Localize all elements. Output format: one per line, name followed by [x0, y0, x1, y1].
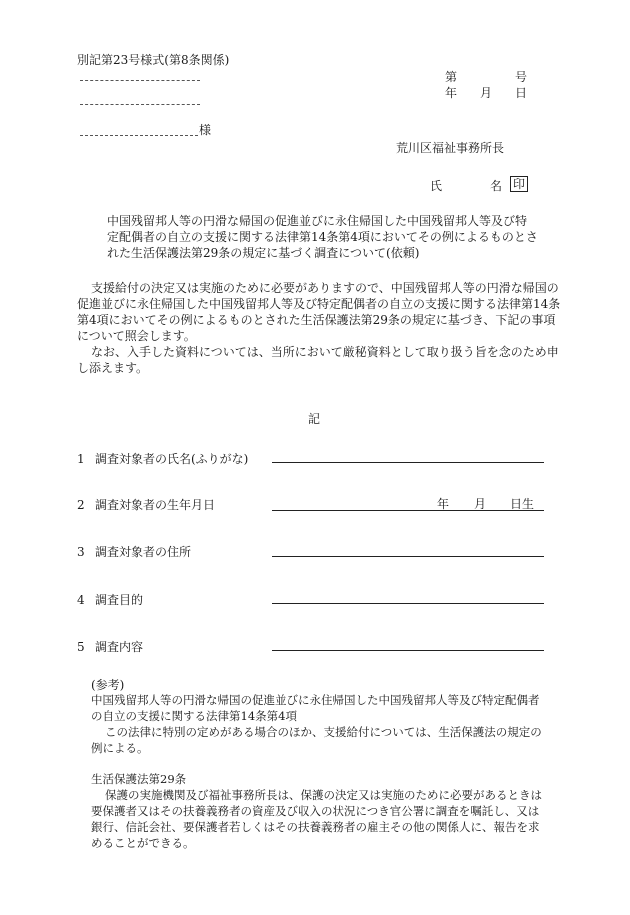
name-label-1: 氏: [430, 179, 443, 193]
number-label: 第: [445, 70, 458, 84]
recipient-line-2: [80, 104, 200, 105]
reference-heading: (参考): [91, 678, 125, 692]
law1-text-line-2: 例による。: [91, 741, 149, 755]
law1-title-line-1: 中国残留邦人等の円滑な帰国の促進並びに永住帰国した中国残留邦人等及び特定配偶者: [91, 693, 540, 707]
item-4-number: 4: [77, 593, 85, 607]
date-year: 年: [445, 86, 458, 100]
item-2-month: 月: [474, 497, 487, 511]
item-3-number: 3: [77, 545, 85, 559]
body-p1-line-2: 促進並びに永住帰国した中国残留邦人等及び特定配偶者の自立の支援に関する法律第14条: [77, 297, 561, 311]
subject-line-1: 中国残留邦人等の円滑な帰国の促進並びに永住帰国した中国残留邦人等及び特: [107, 214, 528, 228]
body-p2-line-2: し添えます。: [77, 361, 149, 375]
date-month: 月: [480, 86, 493, 100]
body-p1-line-1: 支援給付の決定又は実施のために必要がありますので、中国残留邦人等の円滑な帰国の: [91, 281, 559, 295]
item-5-blank-line: [272, 650, 544, 651]
law2-text-line-3: 銀行、信託会社、要保護者若しくはその扶養義務者の雇主その他の関係人に、報告を求: [91, 820, 540, 834]
sender-title: 荒川区福祉事務所長: [396, 141, 505, 155]
item-1-number: 1: [77, 452, 85, 466]
law1-title-line-2: の自立の支援に関する法律第14条第4項: [91, 709, 297, 723]
item-1-label: 調査対象者の氏名(ふりがな): [95, 452, 249, 466]
item-4-blank-line: [272, 603, 544, 604]
item-4-label: 調査目的: [95, 593, 144, 607]
item-2-birth: 日生: [510, 497, 535, 511]
date-day: 日: [515, 86, 528, 100]
addressee-suffix: 様: [199, 123, 212, 137]
body-p1-line-4: について照会します。: [77, 329, 196, 343]
body-p1-line-3: 第4項においてその例によるものとされた生活保護法第29条の規定に基づき、下記の事項: [77, 313, 556, 327]
seal-mark: 印: [510, 176, 528, 192]
item-1-blank-line: [272, 462, 544, 463]
law2-text-line-4: めることができる。: [91, 836, 195, 850]
subject-line-2: 定配偶者の自立の支援に関する法律第14条第4項においてその例によるものとさ: [107, 230, 538, 244]
ki-heading: 記: [308, 412, 321, 426]
item-3-blank-line: [272, 556, 544, 557]
law2-text-line-1: 保護の実施機関及び福祉事務所長は、保護の決定又は実施のために必要があるときは: [105, 788, 542, 802]
item-5-number: 5: [77, 640, 85, 654]
item-5-label: 調査内容: [95, 640, 144, 654]
law2-text-line-2: 要保護者又はその扶養義務者の資産及び収入の状況につき官公署に調査を嘱託し、又は: [91, 804, 540, 818]
law1-text-line-1: この法律に特別の定めがある場合のほか、支援給付については、生活保護法の規定の: [105, 725, 542, 739]
item-2-number: 2: [77, 498, 85, 512]
body-p2-line-1: なお、入手した資料については、当所において厳秘資料として取り扱う旨を念のため申: [91, 345, 559, 359]
form-label: 別記第23号様式(第8条関係): [77, 53, 230, 67]
law2-title: 生活保護法第29条: [91, 772, 187, 786]
item-2-year: 年: [437, 497, 450, 511]
recipient-line-1: [80, 80, 200, 81]
item-2-blank-line: [272, 510, 544, 511]
number-suffix: 号: [515, 70, 528, 84]
seal-box: [510, 176, 528, 192]
item-2-label: 調査対象者の生年月日: [95, 498, 216, 512]
recipient-line-3: [80, 135, 198, 136]
item-3-label: 調査対象者の住所: [95, 545, 192, 559]
name-label-2: 名: [490, 179, 503, 193]
subject-line-3: れた生活保護法第29条の規定に基づく調査について(依頼): [107, 246, 420, 260]
